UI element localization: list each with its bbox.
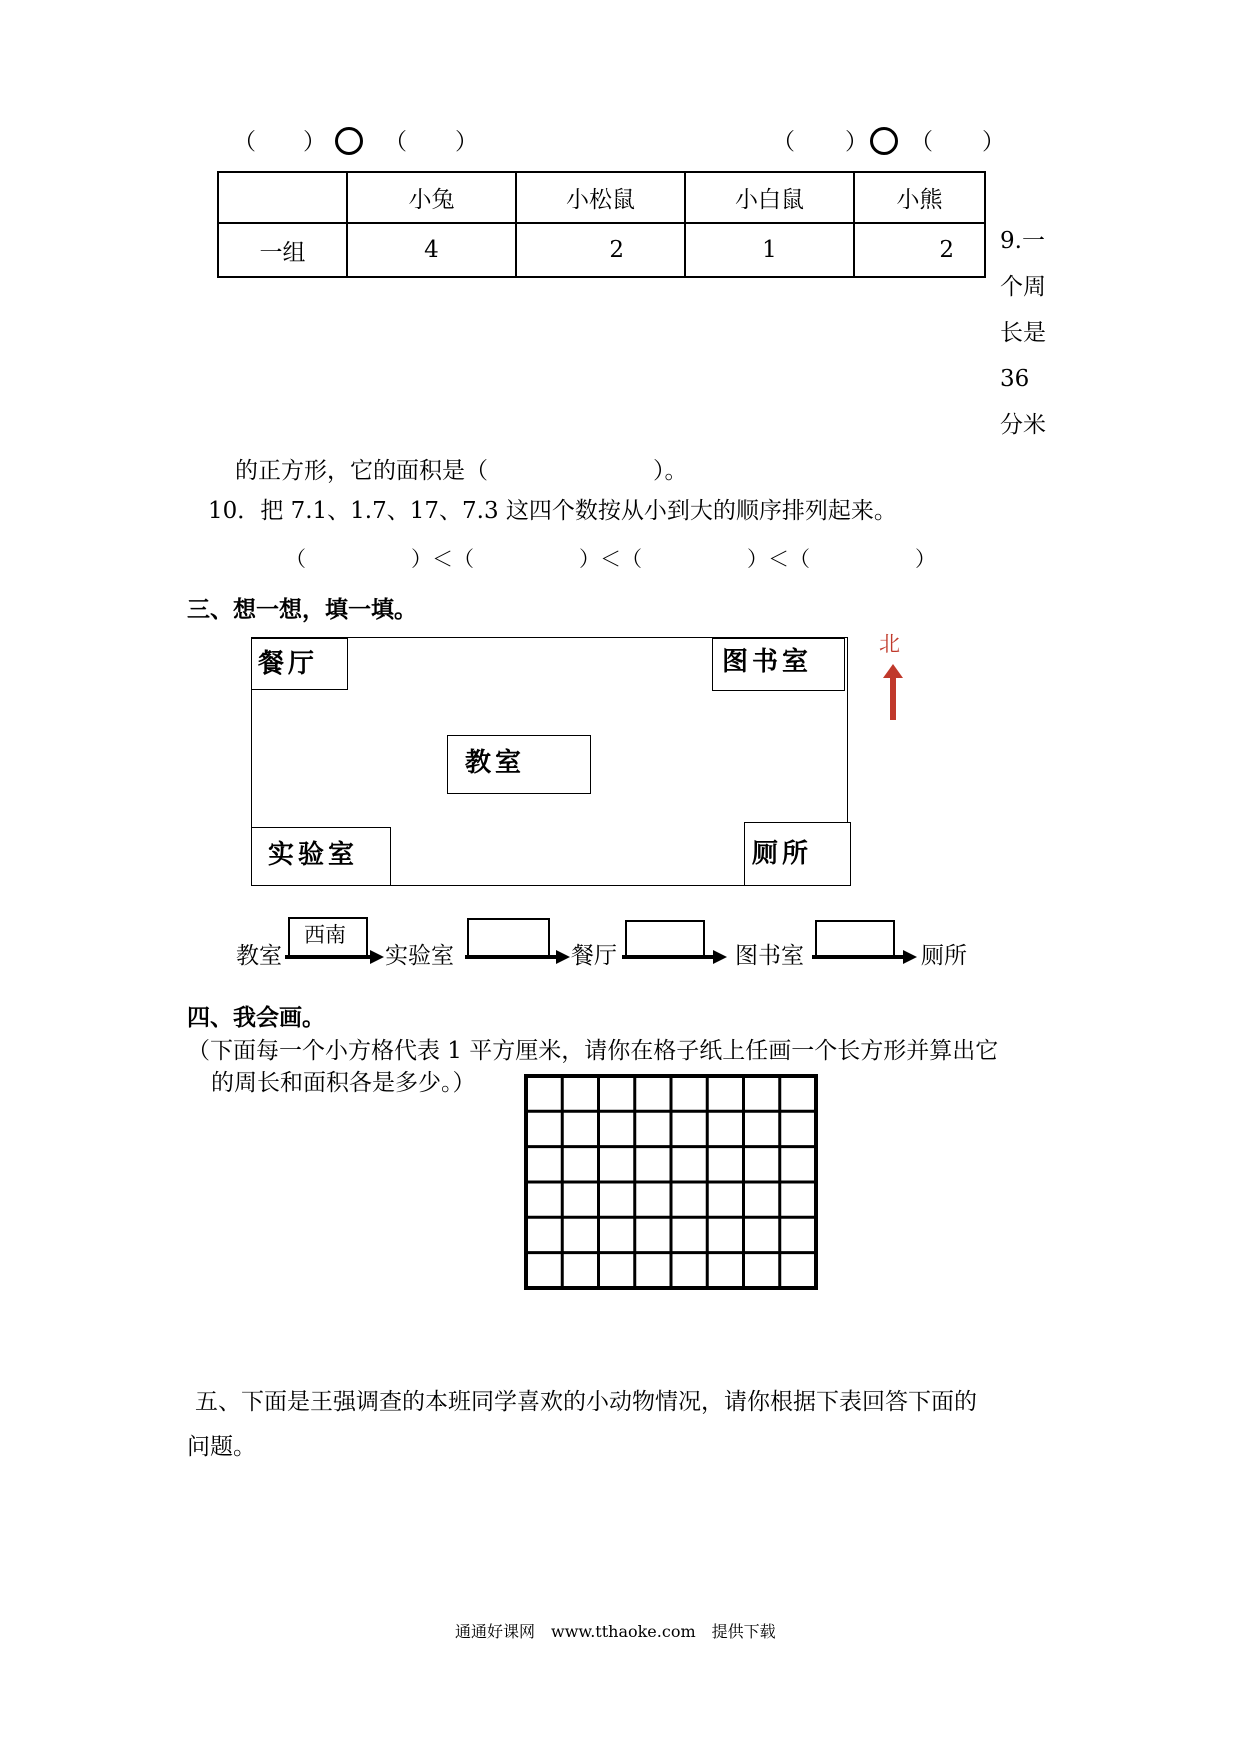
q10-blanks[interactable]: （ ）＜（ ）＜（ ）＜（ ） xyxy=(285,547,936,571)
route-step1-answer: 西南 xyxy=(304,923,346,947)
map-lab-label: 实验室 xyxy=(268,840,359,870)
q9-answer-blank[interactable] xyxy=(513,460,653,484)
route-arrow-3 xyxy=(622,955,714,959)
compare-left-open2: （ xyxy=(384,129,407,155)
route-arrow-4 xyxy=(812,955,905,959)
q9-line: 长是 xyxy=(1000,320,1046,346)
table-row xyxy=(218,223,985,277)
table-cell: 2 xyxy=(516,223,685,277)
section4-instruction-2: 的周长和面积各是多少。） xyxy=(211,1070,476,1096)
section4-instruction-1: （下面每一个小方格代表 1 平方厘米，请你在格子纸上任画一个长方形并算出它 xyxy=(187,1038,999,1064)
table-header-cell: 小松鼠 xyxy=(516,172,685,223)
route-stop4: 厕所 xyxy=(921,943,967,969)
map-classroom-label: 教室 xyxy=(465,748,526,778)
compare-right-open2: （ xyxy=(910,129,933,155)
q10-text: 10．把 7.1、1.7、17、7.3 这四个数按从小到大的顺序排列起来。 xyxy=(208,498,897,524)
table-header-cell: 小白鼠 xyxy=(685,172,854,223)
q9-line: 9.一 xyxy=(1000,228,1045,254)
section3-title: 三、想一想，填一填。 xyxy=(187,596,417,623)
section4-title: 四、我会画。 xyxy=(187,1004,325,1031)
q9-end: ）。 xyxy=(653,458,688,484)
table-row-label: 一组 xyxy=(218,223,347,277)
compare-left-open: （ xyxy=(233,129,256,155)
compare-right-close2: ） xyxy=(982,129,1005,155)
section5-line-2: 问题。 xyxy=(187,1434,256,1460)
table-header-cell xyxy=(218,172,347,223)
route-stop1: 实验室 xyxy=(385,943,454,969)
route-step2-box[interactable] xyxy=(467,918,550,956)
route-arrow-2 xyxy=(465,955,557,959)
q9-line: 个周 xyxy=(1000,274,1046,300)
section5-line-1: 五、下面是王强调查的本班同学喜欢的小动物情况，请你根据下表回答下面的 xyxy=(195,1389,977,1415)
north-label: 北 xyxy=(879,632,900,656)
table-cell: 4 xyxy=(347,223,516,277)
arrow-right-icon xyxy=(903,950,917,964)
table-header-row xyxy=(218,172,985,223)
animal-table xyxy=(217,171,986,278)
route-arrow-1 xyxy=(285,955,371,959)
map-dining-label: 餐厅 xyxy=(258,649,319,679)
table-cell: 2 xyxy=(854,223,985,277)
compare-left-close2: ） xyxy=(455,129,478,155)
route-stop2: 餐厅 xyxy=(571,943,617,969)
map-toilet-label: 厕所 xyxy=(752,839,813,869)
table-cell: 1 xyxy=(685,223,854,277)
compare-circle-left[interactable] xyxy=(335,127,363,155)
route-step3-box[interactable] xyxy=(625,920,705,956)
compare-right-open: （ xyxy=(772,129,795,155)
map-library-label: 图书室 xyxy=(722,647,813,677)
route-stop3: 图书室 xyxy=(735,943,804,969)
table-header-cell: 小兔 xyxy=(347,172,516,223)
route-start: 教室 xyxy=(236,943,282,969)
compare-right-close: ） xyxy=(845,129,868,155)
compare-circle-right[interactable] xyxy=(870,127,898,155)
footer-text: 通通好课网 www.tthaoke.com 提供下载 xyxy=(455,1622,776,1641)
arrow-right-icon xyxy=(556,950,570,964)
q9-line: 36 xyxy=(1000,366,1030,392)
route-step4-box[interactable] xyxy=(815,920,895,956)
table-header-cell: 小熊 xyxy=(854,172,985,223)
compare-left-close: ） xyxy=(303,129,326,155)
q9-line: 分米 xyxy=(1000,412,1046,438)
q9-continuation: 的正方形，它的面积是（ xyxy=(235,458,488,484)
drawing-grid[interactable] xyxy=(524,1074,818,1290)
arrow-right-icon xyxy=(713,950,727,964)
arrow-right-icon xyxy=(370,950,384,964)
north-arrow-icon xyxy=(881,664,905,720)
